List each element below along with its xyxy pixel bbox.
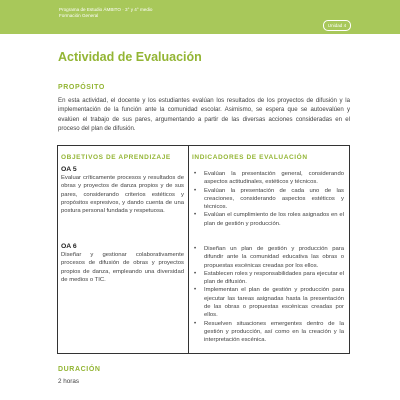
indicator-list-oa6 <box>192 245 344 345</box>
objective-title: OA 6 <box>61 243 77 250</box>
bullet-icon: • <box>194 246 197 252</box>
list-item: • Evalúan el cumplimiento de los roles asignados en el plan de gestión y producción. <box>194 212 344 227</box>
evaluation-table <box>57 145 350 354</box>
bullet-icon: • <box>194 320 197 327</box>
objective-oa5 <box>61 166 184 215</box>
program-line-2: Formación General <box>59 13 99 18</box>
page-title: Actividad de Evaluación <box>58 50 202 64</box>
purpose-label: PROPÓSITO <box>58 84 105 91</box>
purpose-text: En esta actividad, el docente y los estudiantes evalúan los resultados de los proyectos de difusión y la implementación de la función ante la comunidad escolar. Asimismo, se espera que se autoevalúen y evalúen el trabajo de sus pares, argumentando a partir de las diversas acciones consideradas en el proceso del plan de difusión. <box>58 97 350 133</box>
bullet-icon: • <box>194 212 197 219</box>
list-item: • Diseñan un plan de gestión y producción para difundir ante la comunidad educativa las obras o propuestas escénicas creadas por los ellos. <box>194 246 344 269</box>
unit-badge: Unidad 4 <box>323 20 351 31</box>
header-bar <box>0 0 400 34</box>
duration-text: 2 horas <box>58 378 80 385</box>
bullet-icon: • <box>194 171 197 177</box>
list-item: • Resuelven situaciones emergentes dentro de la gestión y producción, así como en la creación y la interpretación escénica. <box>194 320 344 344</box>
objective-text: Diseñar y gestionar colaborativamente procesos de difusión de obras y proyectos propios de danza, empleando una diversidad de medios o TIC. <box>61 252 184 283</box>
program-line-1: Programa de Estudio ÁMBITO · 3° y 4° medio <box>59 7 153 12</box>
duration-label: DURACIÓN <box>58 366 101 373</box>
table-column-divider <box>188 146 189 353</box>
list-item: • Establecen roles y responsabilidades para ejecutar el plan de difusión. <box>194 270 344 286</box>
bullet-icon: • <box>194 187 197 194</box>
objective-oa6 <box>61 243 184 284</box>
program-info <box>59 7 152 19</box>
bullet-icon: • <box>194 287 197 294</box>
indicator-list-oa5 <box>192 170 344 228</box>
indicators-header: INDICADORES DE EVALUACIÓN <box>192 154 308 161</box>
list-item: • Evalúan la presentación de cada uno de las creaciones, considerando aspectos estéticos y técnicos. <box>194 187 344 211</box>
list-item: • Evalúan la presentación general, considerando aspectos actitudinales, estéticos y técnicos. <box>194 171 344 186</box>
objective-text: Evaluar críticamente procesos y resultados de obras y proyectos de danza propios y de sus pares, considerando criterios estéticos y propósitos expresivos, y dando cuenta de una postura personal fundada y respetuosa. <box>61 175 184 215</box>
bullet-icon: • <box>194 270 197 277</box>
list-item: • Implementan el plan de gestión y producción para ejecutar las tareas asignadas hasta la presentación de las obras o propuestas escénicas creadas por ellos. <box>194 287 344 319</box>
objective-title: OA 5 <box>61 166 77 173</box>
objectives-header: OBJETIVOS DE APRENDIZAJE <box>61 154 171 161</box>
